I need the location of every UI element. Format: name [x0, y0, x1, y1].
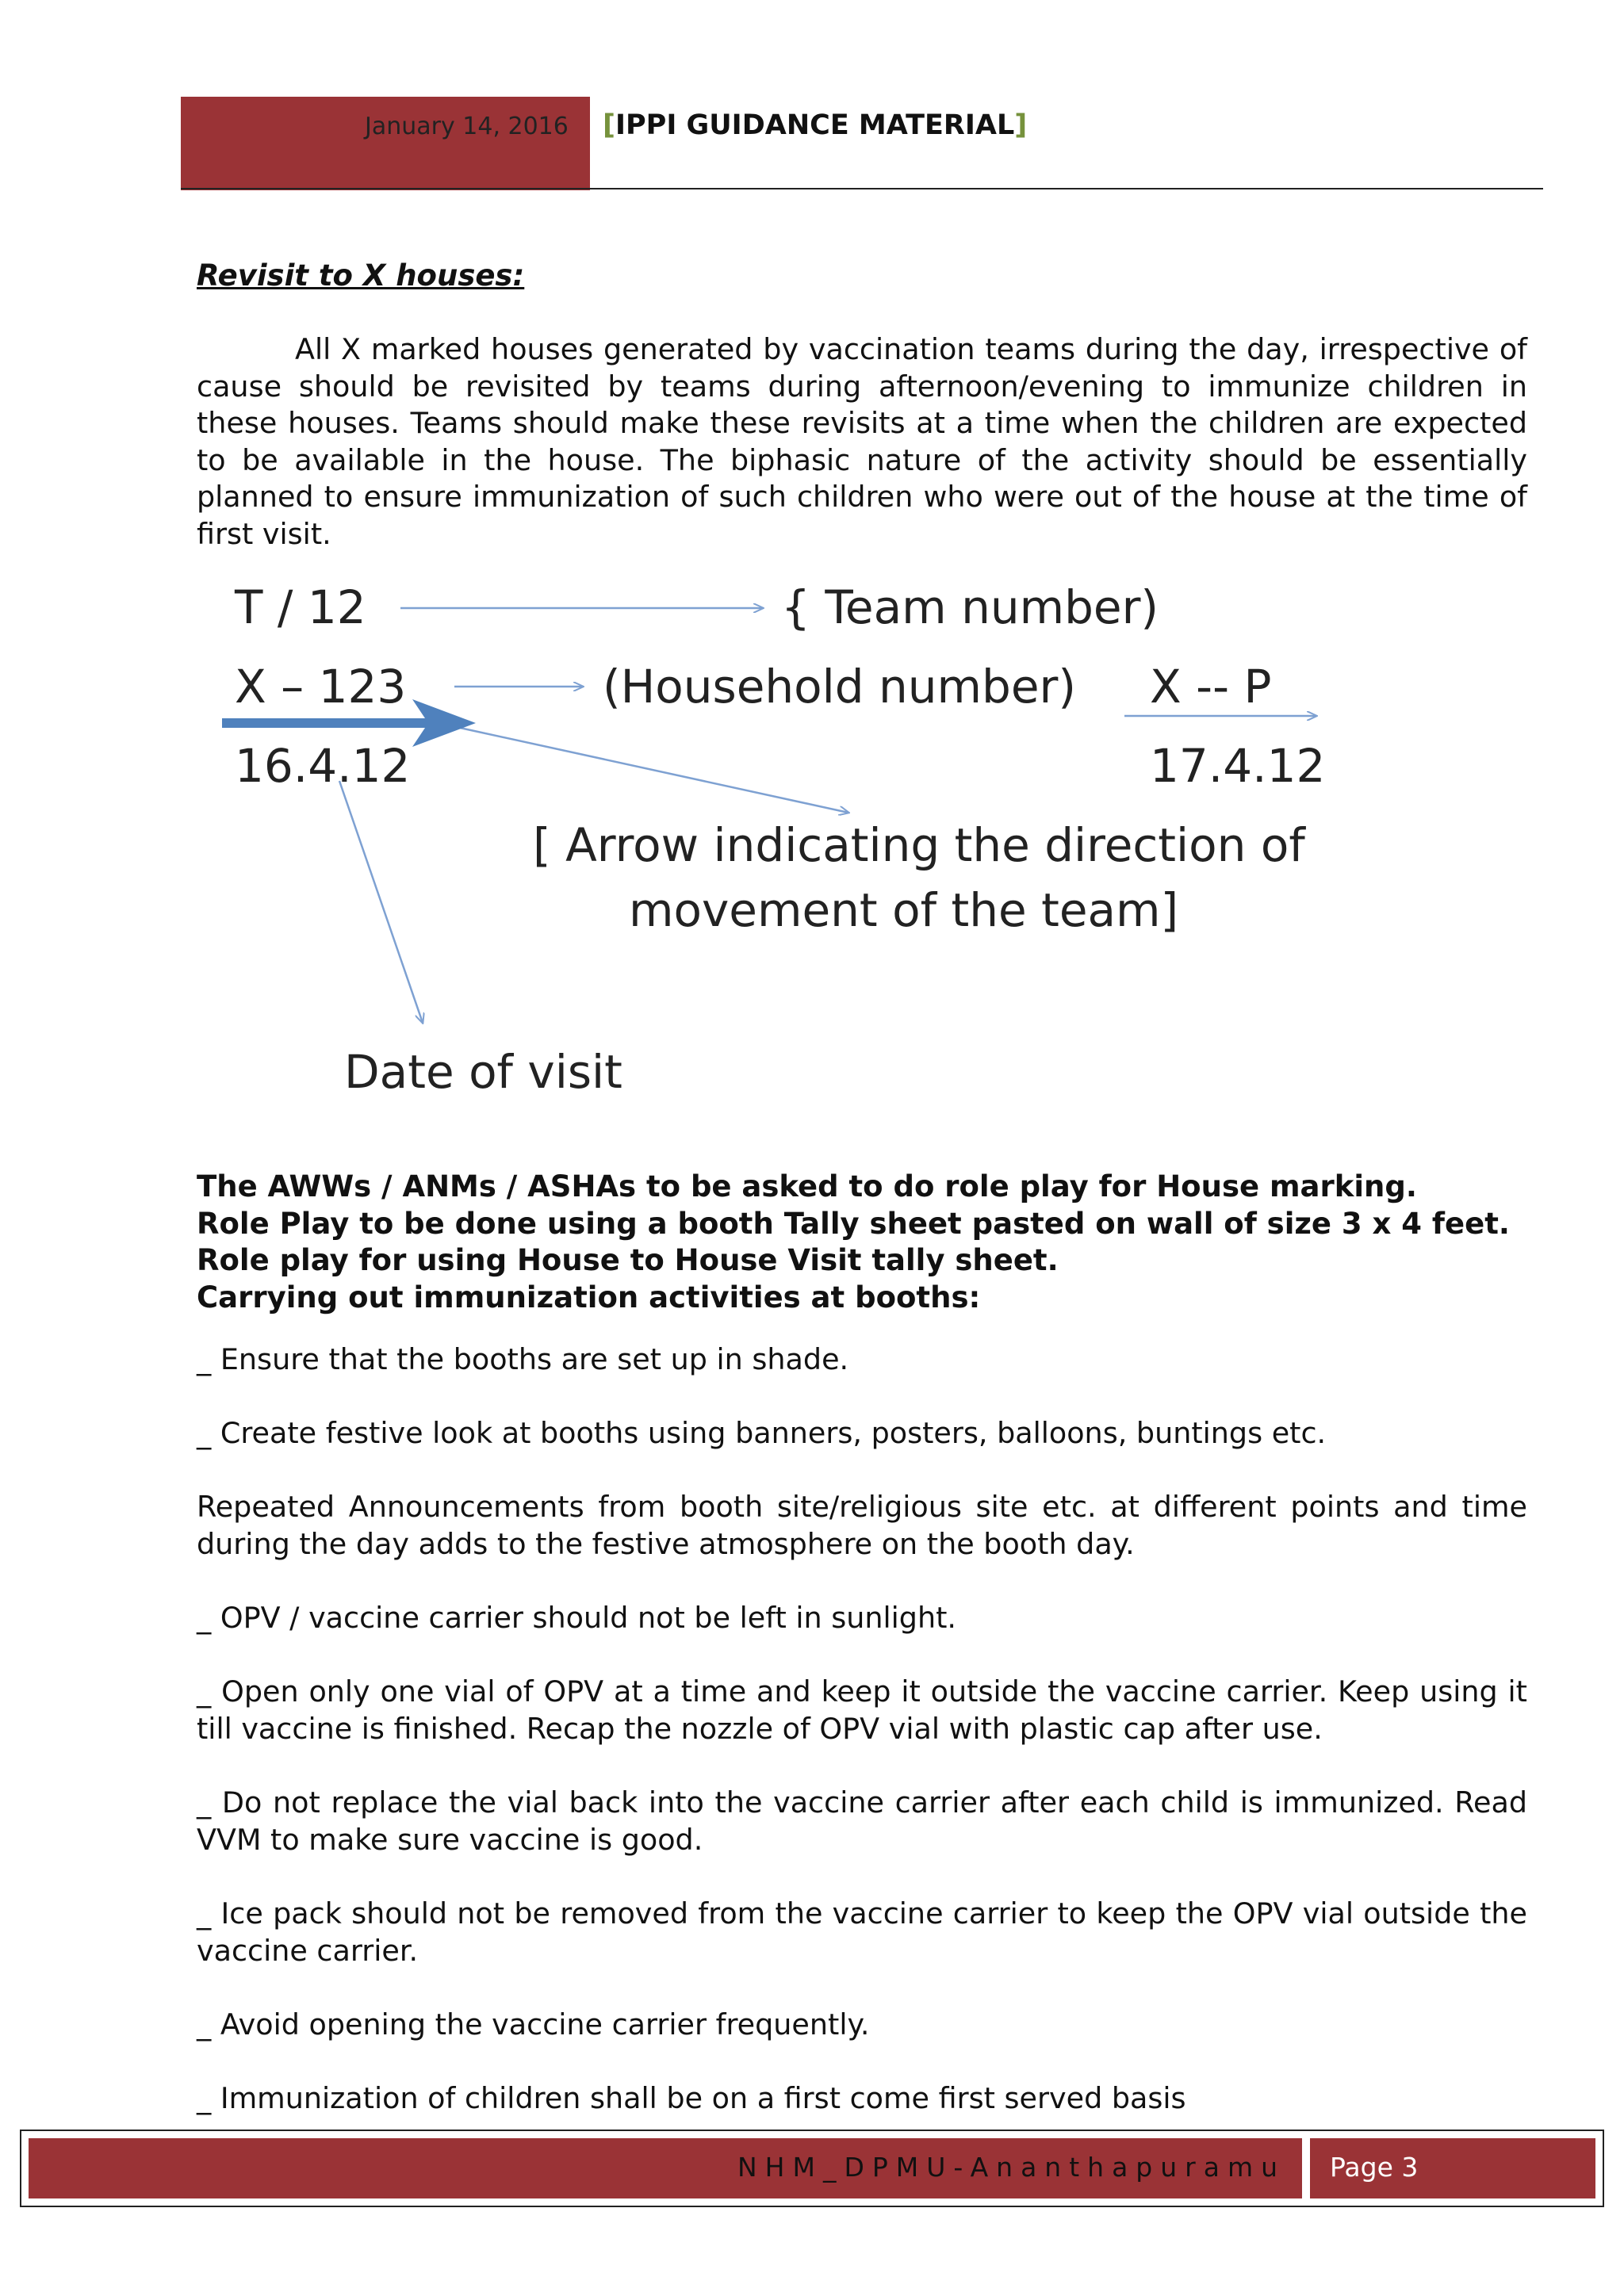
date-of-visit-label: Date of visit: [344, 1045, 622, 1099]
list-item: _ Avoid opening the vaccine carrier frequently.: [197, 2007, 870, 2042]
list-item: Repeated Announcements from booth site/religious site etc. at different points and time during the day adds to the festive atmosphere on the booth day.: [197, 1490, 1527, 1561]
revisit-date: 17.4.12: [1150, 739, 1326, 793]
visit-date: 16.4.12: [235, 739, 411, 793]
list-item: _ OPV / vaccine carrier should not be left in sunlight.: [197, 1601, 957, 1635]
page-number: Page 3: [1330, 2152, 1419, 2183]
list-item: _ Create festive look at booths using banners, posters, balloons, buntings etc.: [197, 1416, 1327, 1450]
bold-line: Role play for using House to House Visit tally sheet.: [197, 1243, 1059, 1277]
header-date: January 14, 2016: [365, 113, 569, 140]
house-code: X – 123: [235, 660, 407, 714]
arrow-direction-label: [460, 728, 848, 813]
arrow-label-line1: [ Arrow indicating the direction of: [533, 818, 1305, 872]
footer-org: NHM_DPMU-Ananthapuramu: [737, 2152, 1286, 2183]
bold-line: The AWWs / ANMs / ASHAs to be asked to do role play for House marking.: [197, 1169, 1417, 1203]
header-title-text: IPPI GUIDANCE MATERIAL: [615, 109, 1015, 141]
list-item: _ Immunization of children shall be on a first come first served basis: [197, 2081, 1186, 2115]
arrow-date-of-visit: [339, 781, 423, 1023]
house-label: (Household number): [603, 660, 1076, 714]
list-item: _ Open only one vial of OPV at a time and keep it outside the vaccine carrier. Keep using it till vaccine is finished. Recap the nozzle of OPV vial with plastic cap after use.: [197, 1674, 1527, 1746]
list-item: _ Ice pack should not be removed from the vaccine carrier to keep the OPV vial outside the vaccine carrier.: [197, 1896, 1527, 1968]
section-heading: Revisit to X houses:: [197, 258, 525, 293]
intro-paragraph: All X marked houses generated by vaccination teams during the day, irrespective of cause should be revisited by teams during afternoon/evening to immunize children in these houses. Teams should make these revisits at a time when the children are expected to be available in the house. The biphasic nature of the activity should be essentially planned to ensure immunization of such children who were out of the house at the time of first visit.: [197, 332, 1527, 551]
list-item: _ Do not replace the vial back into the vaccine carrier after each child is immunized. Read VVM to make sure vaccine is good.: [197, 1785, 1527, 1857]
team-code: T / 12: [235, 580, 366, 634]
list-item: _ Ensure that the booths are set up in shade.: [197, 1342, 849, 1376]
bracket-open: [: [603, 109, 615, 141]
bold-line: Role Play to be done using a booth Tally sheet pasted on wall of size 3 x 4 feet.: [197, 1206, 1510, 1241]
bold-line: Carrying out immunization activities at booths:: [197, 1280, 981, 1314]
arrow-label-line2: movement of the team]: [629, 883, 1179, 937]
house-marking-diagram: [0, 0, 1624, 1142]
bold-instructions: [197, 1169, 1510, 1316]
revisit-code: X -- P: [1150, 660, 1272, 714]
bracket-close: ]: [1014, 109, 1028, 141]
team-label: { Team number): [781, 580, 1159, 634]
